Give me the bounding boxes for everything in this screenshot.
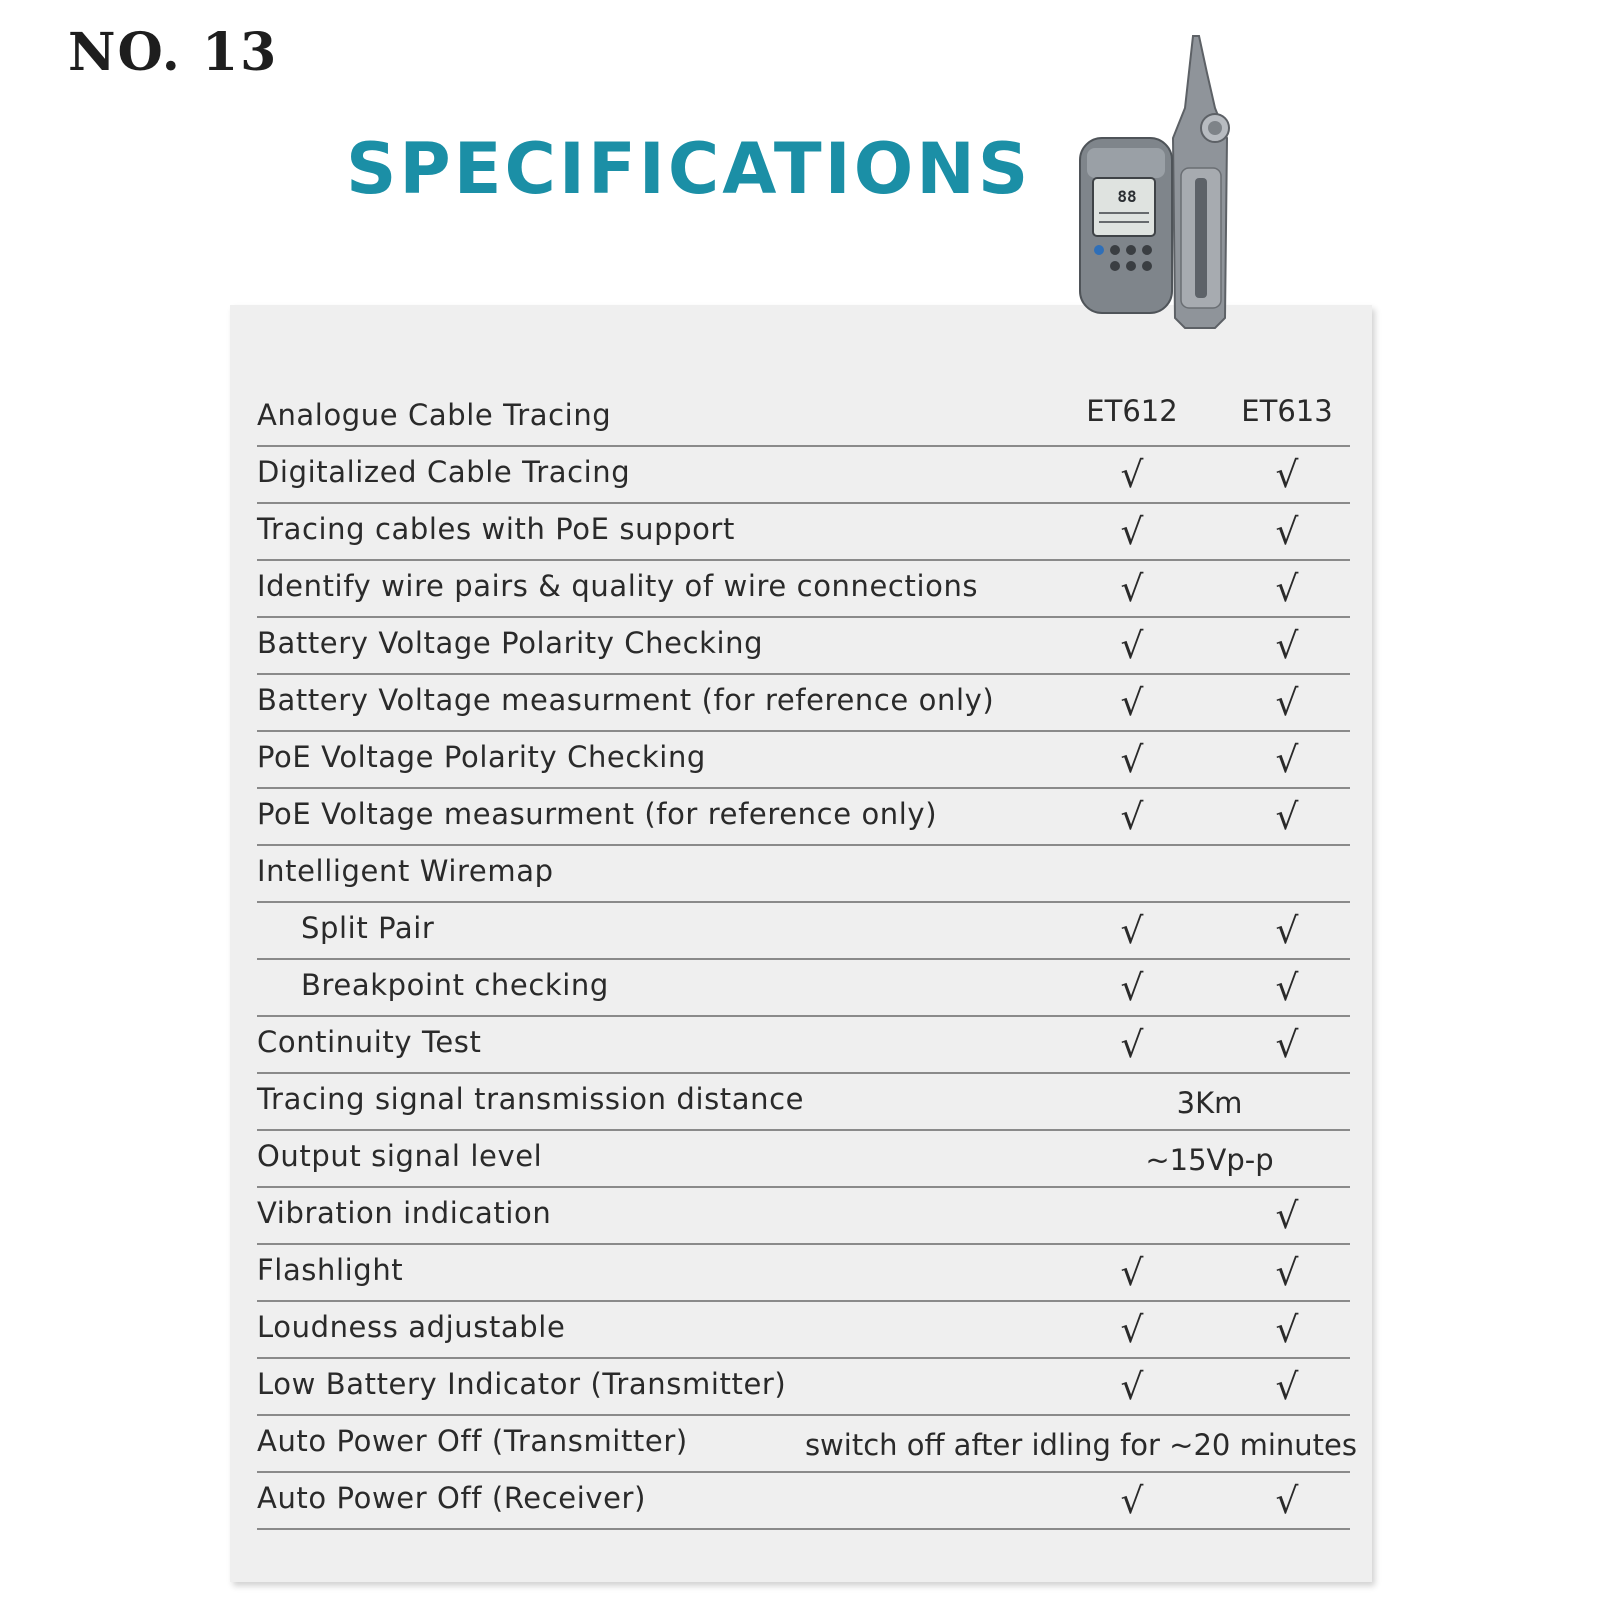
feature-label: Auto Power Off (Transmitter)	[257, 1424, 688, 1458]
table-row	[257, 1188, 1350, 1245]
et613-check-icon: √	[1275, 455, 1299, 496]
table-row	[257, 1473, 1350, 1530]
et613-check-icon: √	[1275, 1196, 1299, 1237]
feature-label: Analogue Cable Tracing	[257, 398, 612, 432]
table-header-row	[257, 390, 1350, 447]
shared-value: 3Km	[1176, 1086, 1243, 1120]
feature-label: Continuity Test	[257, 1025, 482, 1059]
column-et612: ET612	[1086, 394, 1178, 428]
lcd-reading: 88	[1117, 187, 1137, 206]
et613-check-icon: √	[1275, 1253, 1299, 1294]
et613-check-icon: √	[1275, 1481, 1299, 1522]
feature-label: Tracing cables with PoE support	[257, 512, 735, 546]
et612-check-icon: √	[1120, 740, 1144, 781]
table-row	[257, 960, 1350, 1017]
et612-check-icon: √	[1120, 512, 1144, 553]
table-row	[257, 1302, 1350, 1359]
et612-check-icon: √	[1120, 626, 1144, 667]
spec-table	[257, 390, 1357, 1530]
page-number: NO. 13	[68, 22, 279, 83]
et612-check-icon: √	[1120, 1481, 1144, 1522]
mode-button	[1094, 245, 1104, 255]
feature-label: Intelligent Wiremap	[257, 854, 554, 888]
table-row	[257, 846, 1350, 903]
feature-label: Vibration indication	[257, 1196, 552, 1230]
et613-check-icon: √	[1275, 1310, 1299, 1351]
feature-label: Battery Voltage measurment (for reference only)	[257, 683, 995, 717]
et612-check-icon: √	[1120, 797, 1144, 838]
et612-check-icon: √	[1120, 1025, 1144, 1066]
et612-check-icon: √	[1120, 569, 1144, 610]
et612-check-icon: √	[1120, 1310, 1144, 1351]
et613-check-icon: √	[1275, 797, 1299, 838]
feature-label: Flashlight	[257, 1253, 404, 1287]
table-row	[257, 447, 1350, 504]
et613-check-icon: √	[1275, 1025, 1299, 1066]
feature-label: Split Pair	[301, 911, 435, 945]
et613-check-icon: √	[1275, 911, 1299, 952]
feature-label: Auto Power Off (Receiver)	[257, 1481, 646, 1515]
table-row	[257, 732, 1350, 789]
et612-check-icon: √	[1120, 1367, 1144, 1408]
et613-check-icon: √	[1275, 569, 1299, 610]
feature-label: Identify wire pairs & quality of wire connections	[257, 569, 979, 603]
table-row	[257, 1245, 1350, 1302]
feature-label: Breakpoint checking	[301, 968, 609, 1002]
et612-check-icon: √	[1120, 1253, 1144, 1294]
table-row	[257, 1074, 1350, 1131]
feature-label: PoE Voltage measurment (for reference only)	[257, 797, 938, 831]
probe-rail	[1195, 178, 1207, 298]
cable-tester-product-image	[1075, 28, 1275, 338]
et613-check-icon: √	[1275, 512, 1299, 553]
feature-label: Tracing signal transmission distance	[257, 1082, 805, 1116]
table-row	[257, 1359, 1350, 1416]
table-row	[257, 789, 1350, 846]
table-row	[257, 1131, 1350, 1188]
et613-check-icon: √	[1275, 626, 1299, 667]
feature-label: Output signal level	[257, 1139, 543, 1173]
et612-check-icon: √	[1120, 911, 1144, 952]
feature-label: PoE Voltage Polarity Checking	[257, 740, 706, 774]
table-row	[257, 675, 1350, 732]
page-title: SPECIFICATIONS	[346, 128, 1032, 210]
feature-label: Low Battery Indicator (Transmitter)	[257, 1367, 787, 1401]
et613-check-icon: √	[1275, 968, 1299, 1009]
et613-check-icon: √	[1275, 683, 1299, 724]
table-row	[257, 561, 1350, 618]
shared-value: switch off after idling for ~20 minutes	[804, 1428, 1357, 1462]
table-row	[257, 903, 1350, 960]
table-row	[257, 1416, 1357, 1473]
feature-label: Loudness adjustable	[257, 1310, 566, 1344]
table-row	[257, 504, 1350, 561]
feature-label: Digitalized Cable Tracing	[257, 455, 631, 489]
table-row	[257, 618, 1350, 675]
et613-check-icon: √	[1275, 740, 1299, 781]
et612-check-icon: √	[1120, 683, 1144, 724]
et613-check-icon: √	[1275, 1367, 1299, 1408]
shared-value: ~15Vp-p	[1145, 1143, 1274, 1177]
table-row	[257, 1017, 1350, 1074]
et612-check-icon: √	[1120, 968, 1144, 1009]
et612-check-icon: √	[1120, 455, 1144, 496]
column-et613: ET613	[1241, 394, 1333, 428]
feature-label: Battery Voltage Polarity Checking	[257, 626, 764, 660]
